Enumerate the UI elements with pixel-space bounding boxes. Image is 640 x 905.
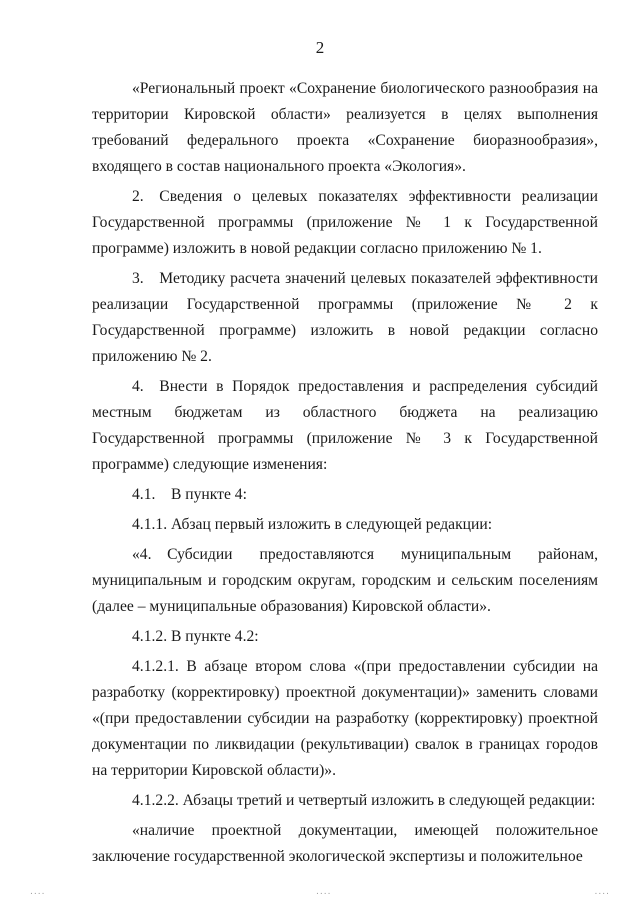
paragraph-item-2: 2. Сведения о целевых показателях эффективности реализации Государственной программы (приложение № 1 к Государственной программе) изложить в новой редакции согласно приложению № 1. [92,188,598,257]
paragraph-regional-project: «Региональный проект «Сохранение биологического разнообразия на территории Кировской области» реализуется в целях выполнения требований федерального проекта «Сохранение биоразнообразия», входящего в состав национального проекта «Экология». [92,80,598,175]
paragraph-item-4: 4. Внести в Порядок предоставления и распределения субсидий местным бюджетам из областного бюджета на реализацию Государственной программы (приложение № 3 к Государственной программе) следующие изменения: [92,378,598,473]
paragraph-item-4-1-1: 4.1.1. Абзац первый изложить в следующей редакции: [132,516,493,533]
document-body [92,76,598,870]
paragraph-item-4-1: 4.1. В пункте 4: [132,486,247,503]
footer-scan-mark-right: .... [594,887,610,897]
paragraph-item-3: 3. Методику расчета значений целевых показателей эффективности реализации Государственной программы (приложение № 2 к Государственной программе) изложить в новой редакции согласно приложению № 2. [92,270,598,365]
footer-scan-mark-center: .... [316,887,332,897]
page-number: 2 [315,38,325,57]
paragraph-item-4-1-2-1: 4.1.2.1. В абзаце втором слова «(при предоставлении субсидии на разработку (корректировку) проектной документации)» заменить словами «(при предоставлении субсидии на разработку (корректировку) проектной документации по ликвидации (рекультивации) свалок в границах городов на территории Кировской области)». [92,658,598,779]
footer-scan-mark-left: .... [30,887,46,897]
paragraph-quote-documentation: «наличие проектной документации, имеющей положительное заключение государственной экологической экспертизы и положительное [92,822,598,865]
paragraph-quote-subsidies: «4. Субсидии предоставляются муниципальным районам, муниципальным и городским округам, городским и сельским поселениям (далее – муниципальные образования) Кировской области». [92,546,598,615]
paragraph-item-4-1-2: 4.1.2. В пункте 4.2: [132,628,259,645]
paragraph-item-4-1-2-2: 4.1.2.2. Абзацы третий и четвертый изложить в следующей редакции: [132,792,596,809]
